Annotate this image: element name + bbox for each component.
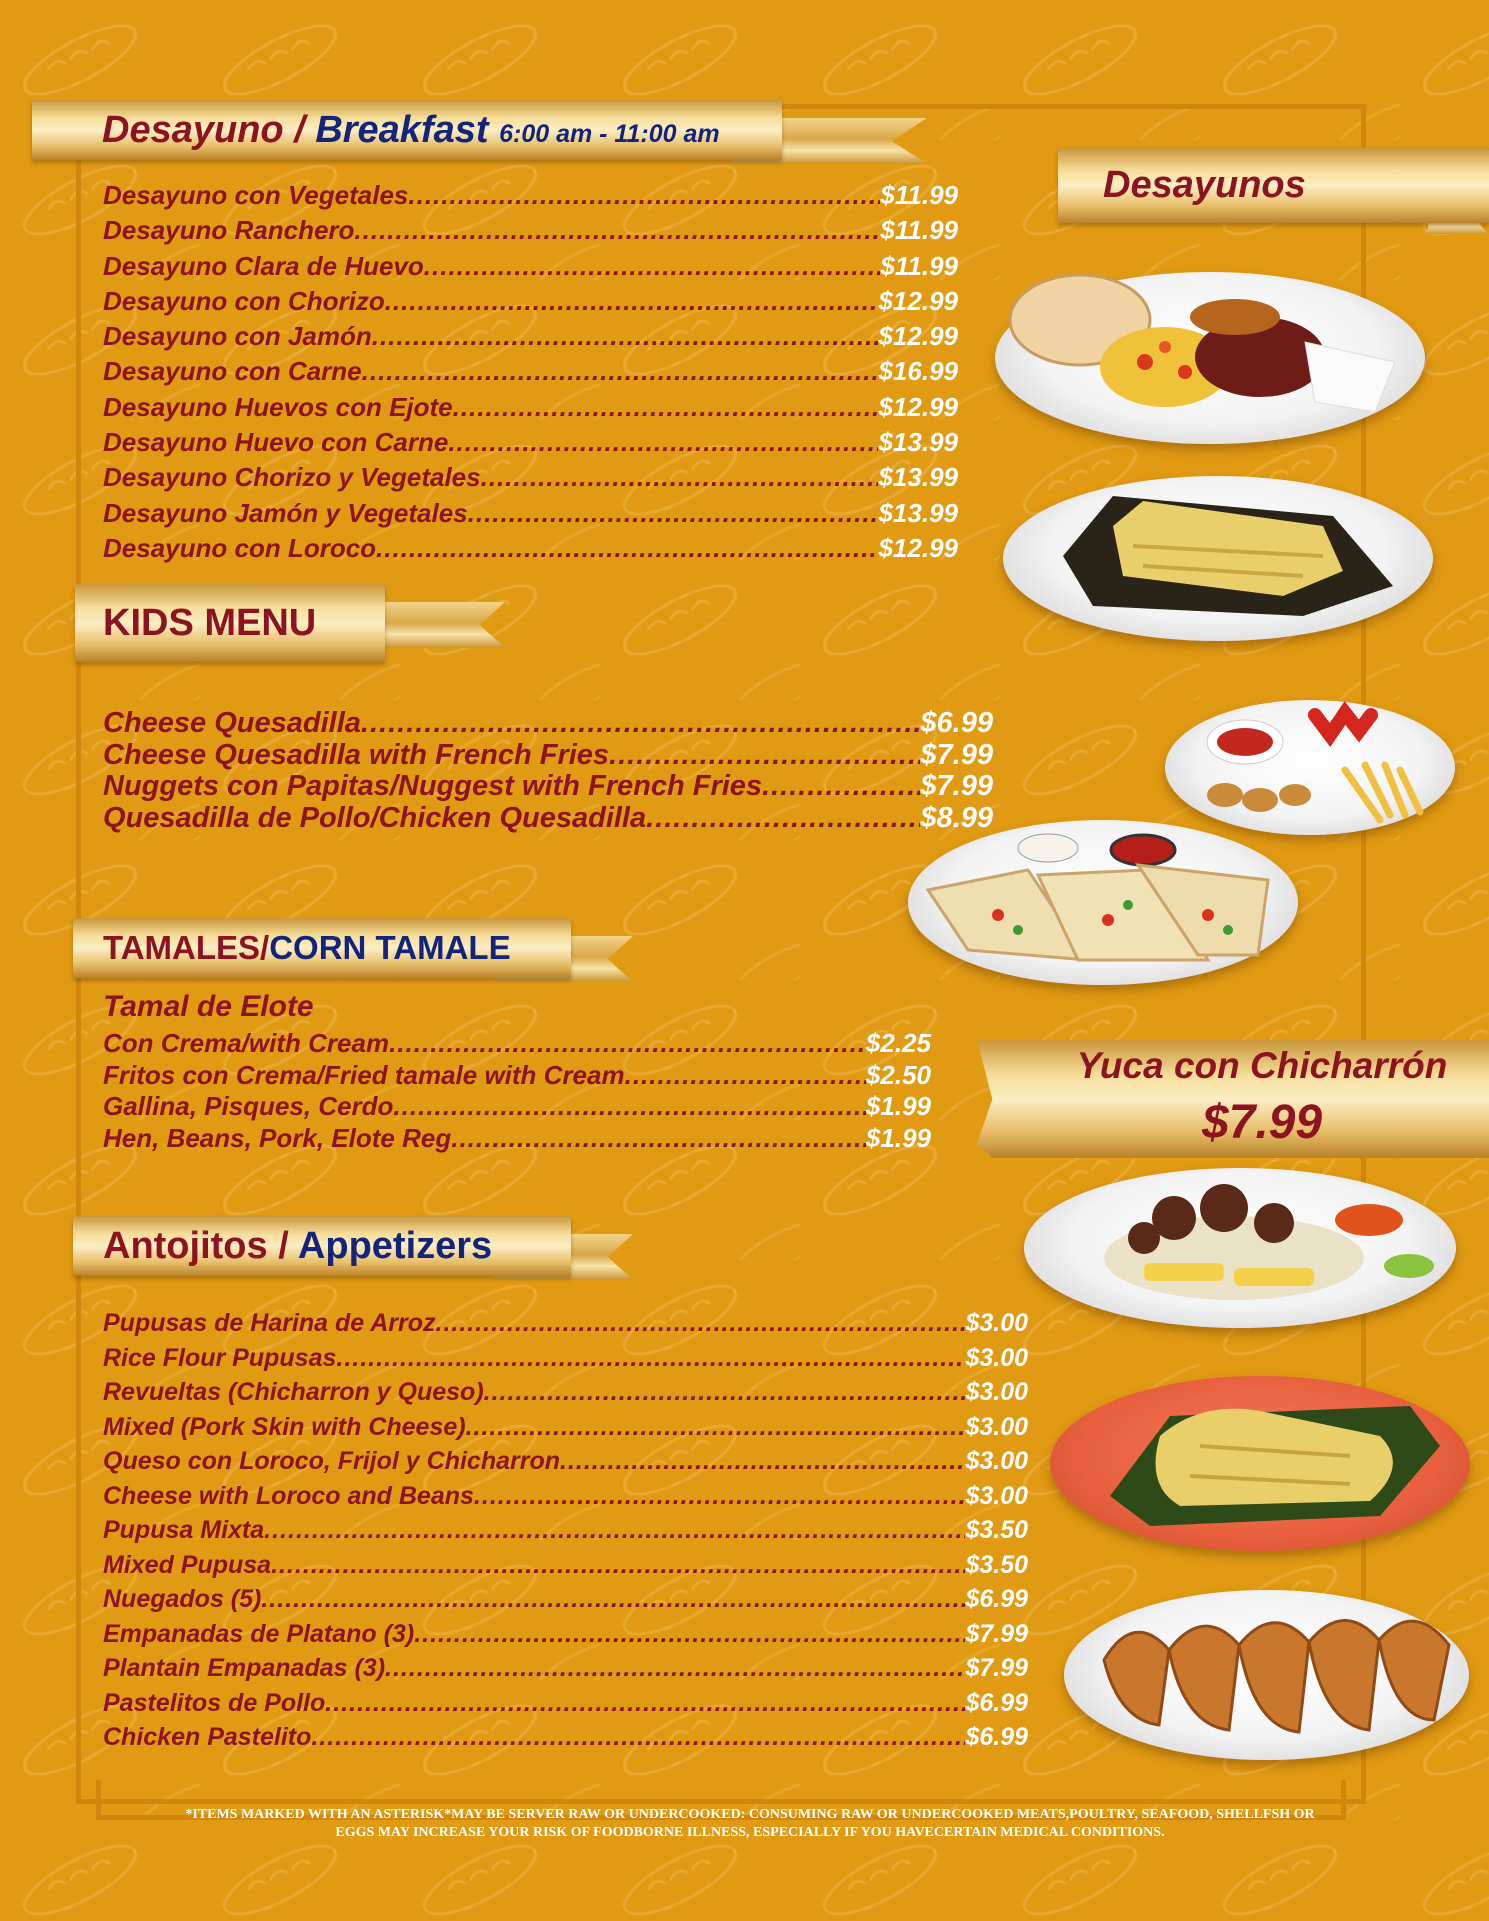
item-name: Desayuno Huevo con Carne: [103, 427, 449, 458]
item-price: $3.50: [965, 1550, 1028, 1579]
appetizers-slash: /: [278, 1225, 289, 1267]
tamal-elote-plate-photo-icon: [1050, 1376, 1470, 1551]
item-price: $6.99: [965, 1723, 1028, 1751]
empanadas-plate-photo-icon: [1064, 1590, 1469, 1760]
list-item: [103, 1091, 931, 1123]
item-name: Queso con Loroco, Frijol y Chicharron: [103, 1447, 560, 1475]
list-item: [103, 284, 958, 319]
item-name: Empanadas de Platano (3): [103, 1619, 415, 1648]
item-price: $7.99: [965, 1654, 1028, 1682]
item-price: $6.99: [965, 1585, 1028, 1613]
list-item: [103, 1479, 1028, 1514]
item-price: $11.99: [880, 180, 958, 210]
item-price: $3.00: [965, 1378, 1028, 1406]
list-item: [103, 425, 958, 460]
list-item: [103, 1548, 1028, 1583]
list-item: [103, 1060, 931, 1092]
list-item: [103, 1651, 1028, 1686]
list-item: [103, 1306, 1028, 1341]
appetizers-title-es: Antojitos: [103, 1225, 268, 1267]
list-item: [103, 1720, 1028, 1755]
item-price: $1.99: [865, 1091, 931, 1121]
list-item: [103, 803, 993, 835]
tamales-title-a: TAMALES/: [103, 929, 270, 966]
item-name: Hen, Beans, Pork, Elote Reg: [103, 1122, 452, 1153]
list-item: [103, 354, 958, 389]
list-item: [103, 178, 958, 213]
item-name: Desayuno con Carne: [103, 356, 362, 387]
list-item: [103, 771, 993, 803]
list-item: [103, 496, 958, 531]
list-item: [103, 1341, 1028, 1376]
appetizers-title-en: Appetizers: [297, 1225, 493, 1267]
item-name: Con Crema/with Cream: [103, 1028, 390, 1058]
breakfast-title-es: Desayuno: [102, 109, 284, 151]
list-item: [103, 708, 993, 740]
list-item: [103, 1582, 1028, 1617]
list-item: [103, 213, 958, 248]
item-name: Desayuno con Loroco: [103, 532, 377, 563]
item-name: Desayuno con Chorizo: [103, 285, 385, 316]
item-name: Pupusa Mixta: [103, 1516, 265, 1544]
kids-plate-photo-icon: [1165, 700, 1455, 835]
breakfast-plate-photo-icon: [995, 272, 1425, 444]
tamal-plate-photo-icon: [1003, 476, 1433, 641]
item-name: Chicken Pastelito: [103, 1723, 312, 1751]
item-price: $3.50: [965, 1516, 1028, 1544]
list-item: [103, 249, 958, 284]
item-price: $6.99: [965, 1688, 1028, 1717]
item-price: $11.99: [880, 250, 958, 281]
item-price: $3.00: [965, 1481, 1028, 1510]
list-item: [103, 390, 958, 425]
list-item: [103, 460, 958, 495]
list-item: [103, 1123, 931, 1155]
item-price: $13.99: [878, 497, 958, 528]
item-price: $7.99: [965, 1619, 1028, 1648]
yuca-price: $7.99: [1201, 1096, 1323, 1149]
tamales-list: [103, 1028, 931, 1154]
breakfast-slash: /: [294, 109, 305, 151]
item-price: $12.99: [878, 285, 958, 316]
breakfast-hours: 6:00 am - 11:00 am: [499, 120, 720, 148]
item-name: Pastelitos de Pollo: [103, 1688, 326, 1717]
item-name: Revueltas (Chicharron y Queso): [103, 1378, 484, 1406]
tamales-title-b: CORN TAMALE: [269, 929, 511, 966]
yuca-plate-photo-icon: [1024, 1168, 1456, 1328]
list-item: [103, 740, 993, 772]
item-price: $3.00: [965, 1447, 1028, 1475]
item-name: Nuegados (5): [103, 1585, 262, 1613]
appetizers-list: [103, 1306, 1028, 1755]
list-item: [103, 1686, 1028, 1721]
item-name: Nuggets con Papitas/Nuggest with French Fries: [103, 770, 763, 802]
item-price: $7.99: [920, 738, 993, 771]
desayunos-title: Desayunos: [1103, 164, 1306, 206]
disclaimer-text: *ITEMS MARKED WITH AN ASTERISK*MAY BE SERVER RAW OR UNDERCOOKED: CONSUMING RAW OR UNDERCOOKED MEATS,POULTRY, SEAFOOD, SHELLFSH OR EGGS MAY INCREASE YOUR RISK OF FOODBORNE ILLNESS, ESPECIALLY IF YOU HAVECERTAIN MEDICAL CONDITIONS.: [185, 1807, 1315, 1840]
item-price: $12.99: [878, 532, 958, 563]
item-price: $2.50: [865, 1059, 931, 1090]
item-name: Gallina, Pisques, Cerdo: [103, 1091, 394, 1121]
item-name: Desayuno Chorizo y Vegetales: [103, 462, 481, 493]
item-price: $11.99: [880, 215, 958, 246]
item-price: $3.00: [965, 1309, 1028, 1337]
item-price: $16.99: [878, 356, 958, 387]
item-name: Quesadilla de Pollo/Chicken Quesadilla: [103, 801, 647, 834]
item-name: Desayuno Ranchero: [103, 215, 355, 246]
list-item: [103, 1444, 1028, 1479]
item-price: $8.99: [920, 801, 993, 834]
item-name: Plantain Empanadas (3): [103, 1654, 386, 1682]
item-name: Desayuno Clara de Huevo: [103, 250, 424, 281]
item-price: $13.99: [878, 462, 958, 493]
list-item: [103, 1028, 931, 1060]
breakfast-title-en: Breakfast: [315, 109, 489, 151]
item-name: Rice Flour Pupusas: [103, 1343, 337, 1372]
breakfast-list: [103, 178, 958, 566]
yuca-title: Yuca con Chicharrón: [1076, 1045, 1448, 1086]
list-item: [103, 319, 958, 354]
item-price: $3.00: [965, 1343, 1028, 1372]
item-name: Desayuno con Vegetales: [103, 180, 409, 210]
list-item: [103, 1513, 1028, 1548]
item-price: $12.99: [878, 321, 958, 352]
list-item: [103, 1617, 1028, 1652]
item-price: $7.99: [920, 770, 993, 802]
list-item: [103, 1375, 1028, 1410]
item-name: Desayuno Jamón y Vegetales: [103, 497, 468, 528]
item-price: $3.00: [965, 1412, 1028, 1441]
item-name: Cheese Quesadilla with French Fries: [103, 738, 610, 771]
tamales-subtitle: Tamal de Elote: [103, 990, 314, 1023]
quesadilla-plate-photo-icon: [908, 820, 1298, 985]
item-name: Fritos con Crema/Fried tamale with Cream: [103, 1059, 625, 1090]
list-item: [103, 1410, 1028, 1445]
item-name: Desayuno con Jamón: [103, 321, 372, 352]
item-price: $6.99: [920, 707, 993, 739]
item-name: Desayuno Huevos con Ejote: [103, 391, 453, 422]
list-item: [103, 531, 958, 566]
item-price: $12.99: [878, 391, 958, 422]
item-price: $1.99: [865, 1122, 931, 1153]
item-name: Mixed Pupusa: [103, 1550, 272, 1579]
item-price: $2.25: [865, 1028, 931, 1058]
item-price: $13.99: [878, 427, 958, 458]
kids-title: KIDS MENU: [103, 602, 317, 644]
item-name: Cheese Quesadilla: [103, 707, 361, 739]
item-name: Mixed (Pork Skin with Cheese): [103, 1412, 466, 1441]
item-name: Cheese with Loroco and Beans: [103, 1481, 474, 1510]
kids-list: [103, 708, 993, 834]
item-name: Pupusas de Harina de Arroz: [103, 1309, 436, 1337]
